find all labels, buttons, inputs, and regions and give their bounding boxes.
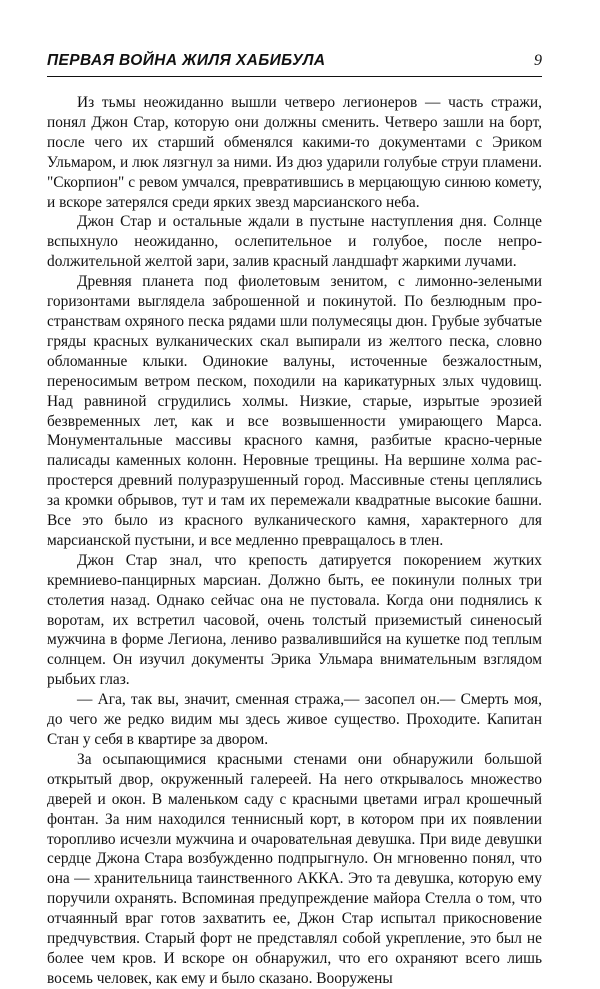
running-header [47, 50, 542, 72]
header-rule [47, 76, 542, 77]
page-number: 9 [534, 52, 542, 69]
paragraph: Джон Стар и остальные ждали в пустыне наступления дня. Солнце вспыхнуло неожиданно, ослепительное и голубое, после непроdолжительной желтой зари, залив красный ландшафт жаркими лучами. [47, 213, 542, 271]
paragraph: — Ага, так вы, значит, сменная стража,— засопел он.— Смерть моя, до чего же редко видим мы здесь живое существо. Проходите. Капитан Стан у себя в квартире за двором. [47, 691, 542, 748]
running-title: ПЕРВАЯ ВОЙНА ЖИЛЯ ХАБИБУЛА [47, 52, 326, 69]
paragraph: За осыпающимися красными стенами они обнаружили большой открытый двор, окруженный галереей. На него открывалось множество дверей и окон. В маленьком саду с красными цветами играл крошечный фонтан. За ним находился теннисный корт, в котором при их появлении торопливо исчезли мужчина и очаровательная девушка. При виде девушки сердце Джона Стара возбужденно подпрыгнуло. Он мгновенно понял, что она — хранительница таинственного АККА. Это та девушка, которую ему поручили охранять. Вспоминая предупреждение майора Стелла о том, что отчаянный враг готов захватить ее, Джон Стар испытал прикосновение предчувствия. Старый форт не представлял собой укрепление, это был не более чем кров. И вскоре он обнаружил, что его охраняют всего лишь восемь человек, как ему и было сказано. Вооружены [47, 750, 542, 987]
paragraph: Древняя планета под фиолетовым зенитом, с лимонно-зелеными горизонтами выглядела заброшенной и покинутой. По безлюдным пространствам охряного песка рядами шли полумесяцы дюн. Грубые зубчатые гряды красных вулканических скал выпирали из желтого песка, словно обломанные клыки. Одинокие валуны, источенные безжалостным, переносимым ветром песком, походили на карикатурных злых чудовищ. Над равниной сгрудились холмы. Низкие, старые, изрытые эрозией безвременных лет, как и все возвышенности умирающего Марса. Монументальные массивы красного камня, разбитые красно-черные палисады каменных колонн. Неровные трещины. На вершине холма распростерся древний полуразрушенный город. Массивные стены цеплялись за кромки обрывов, тут и там их перемежали квадратные высокие башни. Все это было из красного вулканического камня, характерного для марсианской пустыни, и все медленно превращалось в тлен. [47, 273, 542, 549]
paragraph: Из тьмы неожиданно вышли четверо легионеров — часть стражи, понял Джон Стар, которую они должны сменить. Четверо зашли на борт, после чего их старший обменялся какими-то документами с Эриком Ульмаром, и люк лязгнул за ними. Из дюз ударили голубые струи пламени. "Скорпион" с ревом умчался, превратившись в мерцающую синюю комету, и вскоре затерялся среди ярких звезд марсианского неба. [47, 94, 542, 211]
paragraph: Джон Стар знал, что крепость датируется покорением жутких кремниево-панцирных марсиан. Должно быть, ее покинули полных три столетия назад. Однако сейчас она не пустовала. Когда они поднялись к воротам, их встретил часовой, очень толстый приземистый синеносый мужчина в форме Легиона, лениво развалившийся на кушетке под теплым солнцем. Он изучил документы Эрика Ульмара внимательным взглядом рыбьих глаз. [47, 551, 542, 689]
body-text [47, 93, 542, 989]
